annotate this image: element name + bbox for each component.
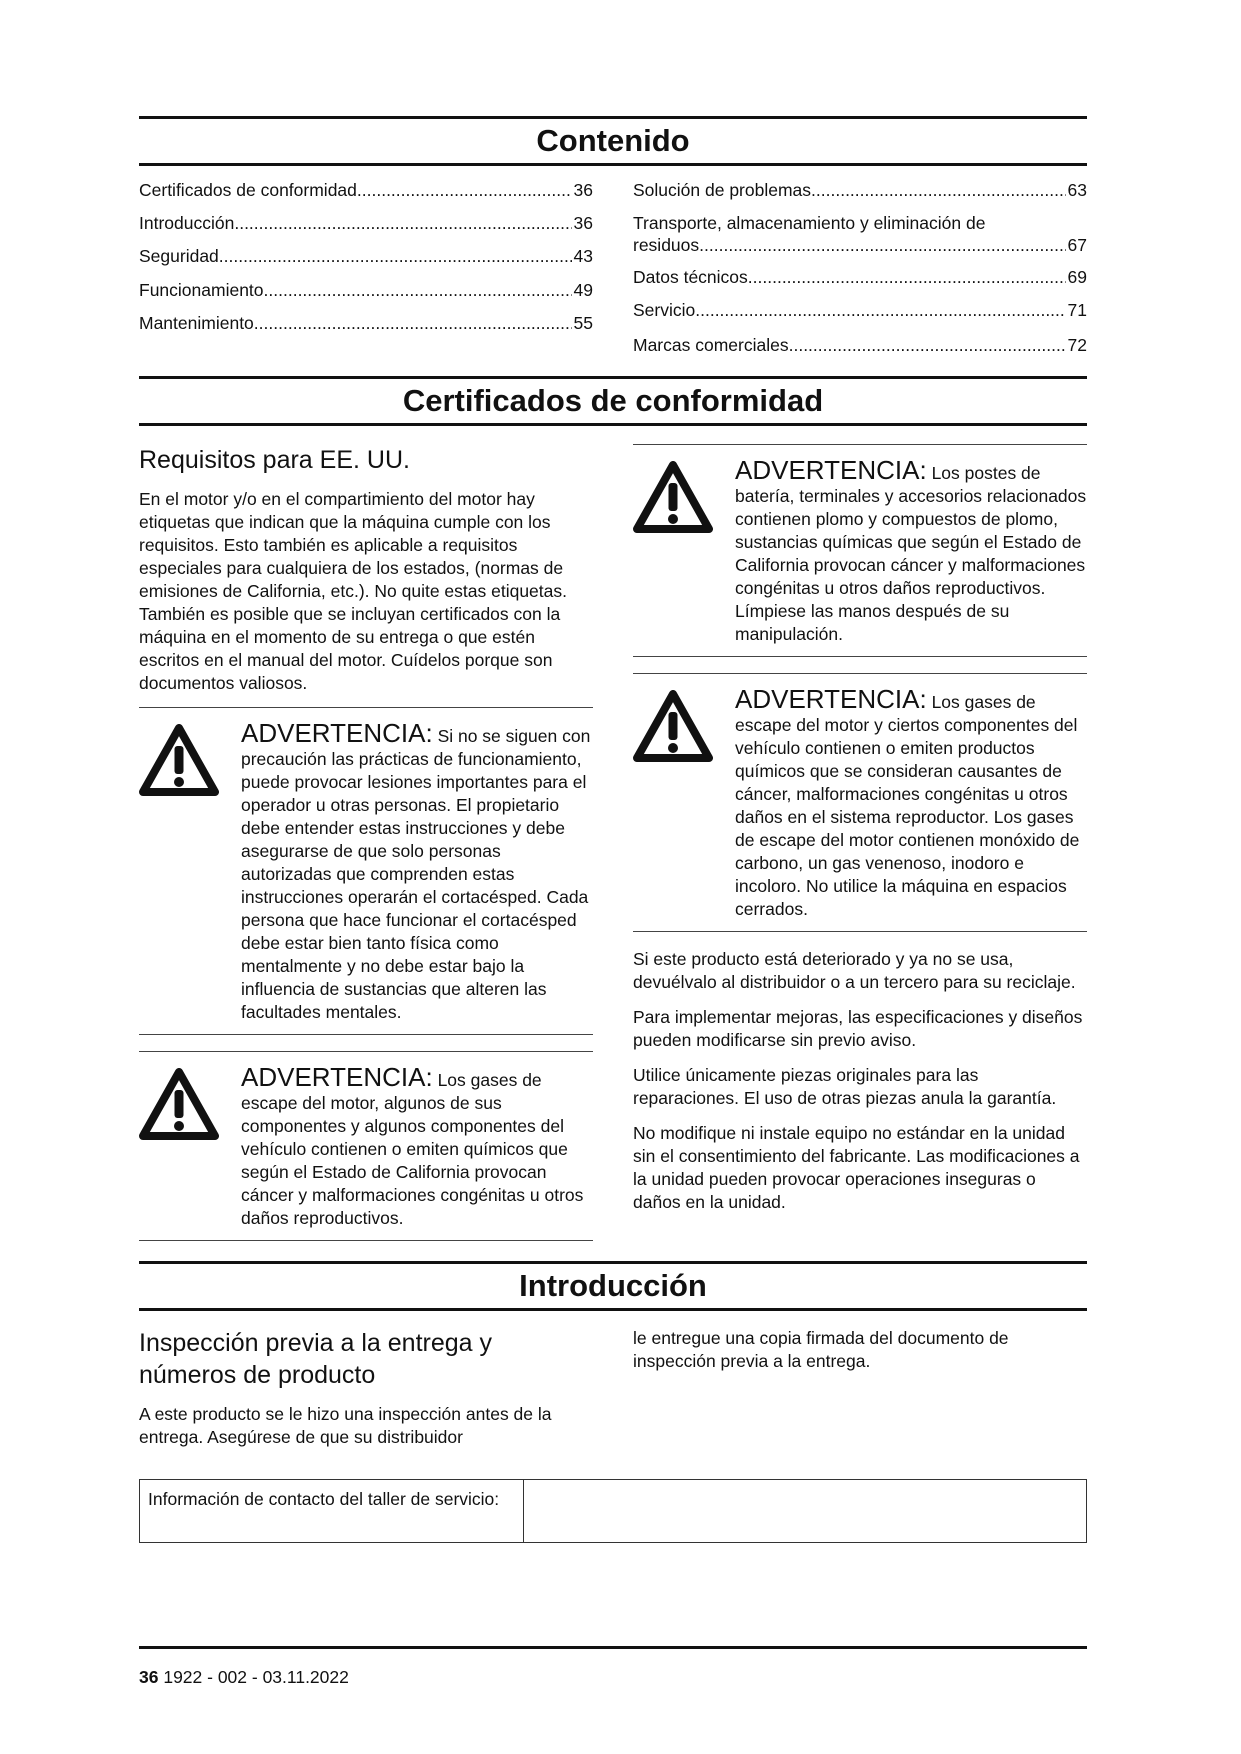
warning-label: ADVERTENCIA: — [735, 684, 927, 714]
warning-label: ADVERTENCIA: — [241, 1062, 433, 1092]
toc-entry[interactable]: Servicio ..... 71 — [633, 299, 1087, 321]
intro-left-column — [139, 1327, 593, 1449]
toc-entry[interactable]: Mantenimiento ..... 55 — [139, 312, 593, 334]
warning-triangle-icon — [633, 684, 735, 921]
toc-entry[interactable]: Solución de problemas ..... 63 — [633, 179, 1087, 201]
toc-entry[interactable]: Seguridad ..... 43 — [139, 245, 593, 267]
warning-text: Los gases de escape del motor, algunos de sus componentes y algunos componentes del vehículo contienen o emiten químicos que según el Estado de California provocan cáncer y malformaciones congénitas u otros daños reproductivos. — [241, 1070, 584, 1228]
toc-left-column — [139, 178, 593, 367]
certs-right-column — [633, 444, 1087, 1241]
certs-intro: En el motor y/o en el compartimiento del motor hay etiquetas que indican que la máquina cumple con los requisitos. Esto también es aplicable a requisitos especiales para cualquiera de los estados, (normas de emisiones de California, etc.). No quite estas etiquetas. También es posible que se incluyan certificados con la máquina en el momento de su entrega o que estén escritos en el manual del motor. Cuídelos porque son documentos valiosos. — [139, 489, 567, 693]
certs-left-column — [139, 444, 593, 1241]
warning-triangle-icon — [139, 718, 241, 1024]
toc-entry[interactable]: Transporte, almacenamiento y eliminación de residuos ..... 67 — [633, 212, 1087, 256]
service-contact-table — [139, 1479, 1087, 1543]
toc-title: Contenido — [536, 123, 690, 158]
warning-exhaust-chemicals — [139, 1051, 593, 1241]
modifications-paragraph: No modifique ni instale equipo no estándar en la unidad sin el consentimiento del fabricante. Las modificaciones a la unidad pueden provocar operaciones inseguras o daños en la unidad. — [633, 1123, 1080, 1212]
warning-label: ADVERTENCIA: — [241, 718, 433, 748]
page-number: 36 — [139, 1667, 159, 1687]
certs-title: Certificados de conformidad — [402, 383, 824, 418]
toc — [139, 178, 1087, 367]
toc-entry[interactable]: Introducción ..... 36 — [139, 212, 593, 234]
certs-title-block — [139, 376, 1087, 426]
intro-title-block — [139, 1261, 1087, 1311]
footer-text — [139, 1667, 1087, 1688]
warning-text: Los postes de batería, terminales y accesorios relacionados contienen plomo y compuestos de plomo, sustancias químicas que según el Estado de California provocan cáncer y malformaciones congénitas u otros daños reproductivos. Límpiese las manos después de su manipulación. — [735, 463, 1087, 644]
intro-right-column — [633, 1327, 1087, 1449]
recycling-paragraph: Si este producto está deteriorado y ya no se usa, devuélvalo al distribuidor o a un tercero para su reciclaje. — [633, 949, 1076, 992]
toc-entry[interactable]: Datos técnicos ..... 69 — [633, 266, 1087, 288]
intro-title: Introducción — [519, 1268, 707, 1303]
intro-body — [139, 1327, 1087, 1449]
toc-entry[interactable]: Certificados de conformidad ..... 36 — [139, 179, 593, 201]
toc-title-block — [139, 116, 1087, 166]
warning-exhaust-gases — [633, 673, 1087, 932]
warning-battery-lead — [633, 444, 1087, 657]
original-parts-paragraph: Utilice únicamente piezas originales para las reparaciones. El uso de otras piezas anula la garantía. — [633, 1065, 1057, 1108]
intro-paragraph-left: A este producto se le hizo una inspección antes de la entrega. Asegúrese de que su distribuidor — [139, 1404, 552, 1447]
page-content — [139, 116, 1087, 1543]
warning-text: Los gases de escape del motor y ciertos componentes del vehículo contienen o emiten productos químicos que se consideran causantes de cáncer, malformaciones congénitas u otros daños en el sistema reproductor. Los gases de escape del motor contienen monóxido de carbono, un gas venenoso, inodoro e incoloro. No utilice la máquina en espacios cerrados. — [735, 692, 1080, 919]
warning-triangle-icon — [633, 455, 735, 646]
certs-body — [139, 444, 1087, 1241]
intro-heading: Inspección previa a la entrega y números de producto — [139, 1329, 492, 1389]
toc-right-column — [633, 178, 1087, 367]
service-contact-field[interactable] — [524, 1480, 1086, 1542]
toc-entry[interactable]: Marcas comerciales ..... 72 — [633, 334, 1087, 356]
certs-heading: Requisitos para EE. UU. — [139, 446, 410, 474]
toc-entry[interactable]: Funcionamiento ..... 49 — [139, 279, 593, 301]
warning-triangle-icon — [139, 1062, 241, 1230]
improvements-paragraph: Para implementar mejoras, las especificaciones y diseños pueden modificarse sin previo aviso. — [633, 1007, 1083, 1050]
service-contact-label: Información de contacto del taller de servicio: — [140, 1480, 524, 1542]
warning-text: Si no se siguen con precaución las prácticas de funcionamiento, puede provocar lesiones importantes para el operador u otras personas. El propietario debe entender estas instrucciones y debe asegurarse de que solo personas autorizadas que comprenden estas instrucciones operarán el cortacésped. Cada persona que hace funcionar el cortacésped debe estar bien tanto física como mentalmente y no debe estar bajo la influencia de sustancias que alteren las facultades mentales. — [241, 726, 591, 1022]
page-footer — [139, 1646, 1087, 1688]
intro-paragraph-right: le entregue una copia firmada del documento de inspección previa a la entrega. — [633, 1328, 1009, 1371]
document-reference: 1922 - 002 - 03.11.2022 — [163, 1667, 349, 1687]
warning-label: ADVERTENCIA: — [735, 455, 927, 485]
warning-operation — [139, 707, 593, 1035]
